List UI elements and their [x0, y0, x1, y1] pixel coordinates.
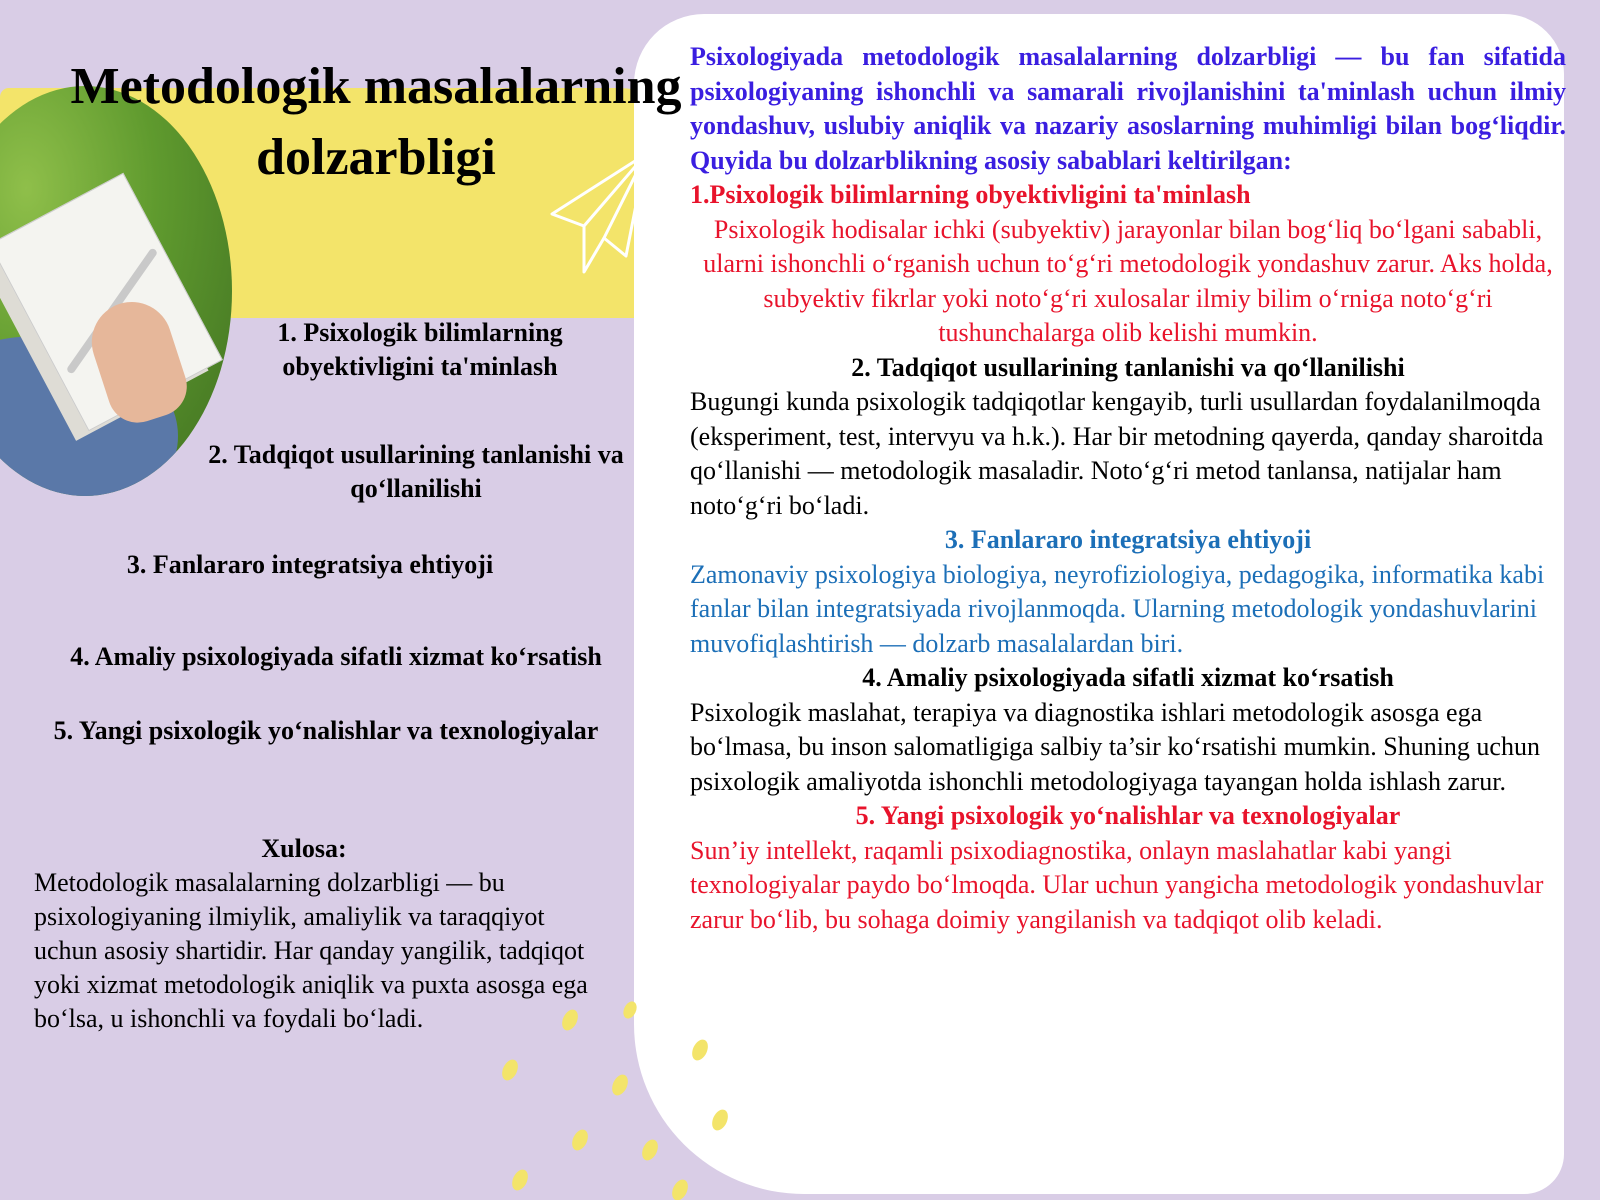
conclusion-title: Xulosa: [261, 834, 347, 863]
section-2-text: Bugungi kunda psixologik tadqiqotlar kengayib, turli usullardan foydalanilmoqda (eksperiment, test, intervyu va h.k.). Har bir metodning qayerda, qanday sharoitda qo‘llanishi — metodologik masaladir. Noto‘g‘ri metod tanlansa, natijalar ham noto‘g‘ri bo‘ladi. [690, 387, 1544, 520]
section-5-text: Sun’iy intellekt, raqamli psixodiagnostika, onlayn maslahatlar kabi yangi texnologiyalar paydo bo‘lmoqda. Ular uchun yangicha metodologik yondashuvlar zarur bo‘lib, bu sohaga doimiy yangilanish va tadqiqot olib keladi. [690, 835, 1544, 934]
section-2-heading: 2. Tadqiqot usullarining tanlanishi va qo‘llanilishi [851, 352, 1405, 382]
left-item-5: 5. Yangi psixologik yo‘nalishlar va texnologiyalar [53, 716, 599, 745]
conclusion-text: Metodologik masalalarning dolzarbligi — bu psixologiyaning ilmiylik, amaliylik va taraqqiyot uchun asosiy shartidir. Har qanday yangilik, tadqiqot yoki xizmat metodologik aniqlik va puxta asosga ega bo‘lsa, u ishonchli va foydali bo‘ladi. [34, 868, 588, 1033]
left-item-3: 3. Fanlararo integratsiya ehtiyoji [126, 550, 494, 579]
section-3-heading: 3. Fanlararo integratsiya ehtiyoji [944, 525, 1312, 554]
left-item-1: 1. Psixologik bilimlarning obyektivligini ta'minlash [277, 318, 563, 381]
section-4-heading: 4. Amaliy psixologiyada sifatli xizmat ko‘rsatish [862, 663, 1394, 692]
intro-paragraph: Psixologiyada metodologik masalalarning dolzarbligi — bu fan sifatida psixologiyaning ishonchli va samarali rivojlanishini ta'minlash uchun ilmiy yondashuv, uslubiy aniqlik va nazariy asoslarning muhimligi bilan bog‘liqdir. Quyida bu dolzarblikning asosiy sabablari keltirilgan: [690, 42, 1566, 175]
section-3-text: Zamonaviy psixologiya biologiya, neyrofiziologiya, pedagogika, informatika kabi fanlar bilan integratsiyada rivojlanmoqda. Ularning metodologik yondashuvlarini muvofiqlashtirish — dolzarb masalalardan biri. [690, 559, 1545, 658]
right-content [690, 40, 1566, 937]
left-item-4: 4. Amaliy psixologiyada sifatli xizmat ko‘rsatish [70, 642, 602, 671]
slide-title: Metodologik masalalarning dolzarbligi [70, 58, 682, 186]
section-4-text: Psixologik maslahat, terapiya va diagnostika ishlari metodologik asosga ega bo‘lmasa, bu inson salomatligiga salbiy ta’sir ko‘rsatishi mumkin. Shuning uchun psixologik amaliyotda ishonchli metodologiyaga tayangan holda ishlash zarur. [690, 697, 1540, 796]
section-5-heading: 5. Yangi psixologik yo‘nalishlar va texnologiyalar [855, 801, 1401, 830]
section-1-heading: 1.Psixologik bilimlarning obyektivligini ta'minlash [690, 180, 1251, 209]
section-1-text: Psixologik hodisalar ichki (subyektiv) jarayonlar bilan bog‘liq bo‘lgani sababli, ularni ishonchli o‘rganish uchun to‘g‘ri metodologik yondashuv zarur. Aks holda, subyektiv fikrlar yoki noto‘g‘ri xulosalar ilmiy bilim o‘rniga noto‘g‘ri tushunchalarga olib kelishi mumkin. [703, 214, 1553, 347]
left-item-2: 2. Tadqiqot usullarining tanlanishi va qo‘llanilishi [208, 440, 624, 503]
